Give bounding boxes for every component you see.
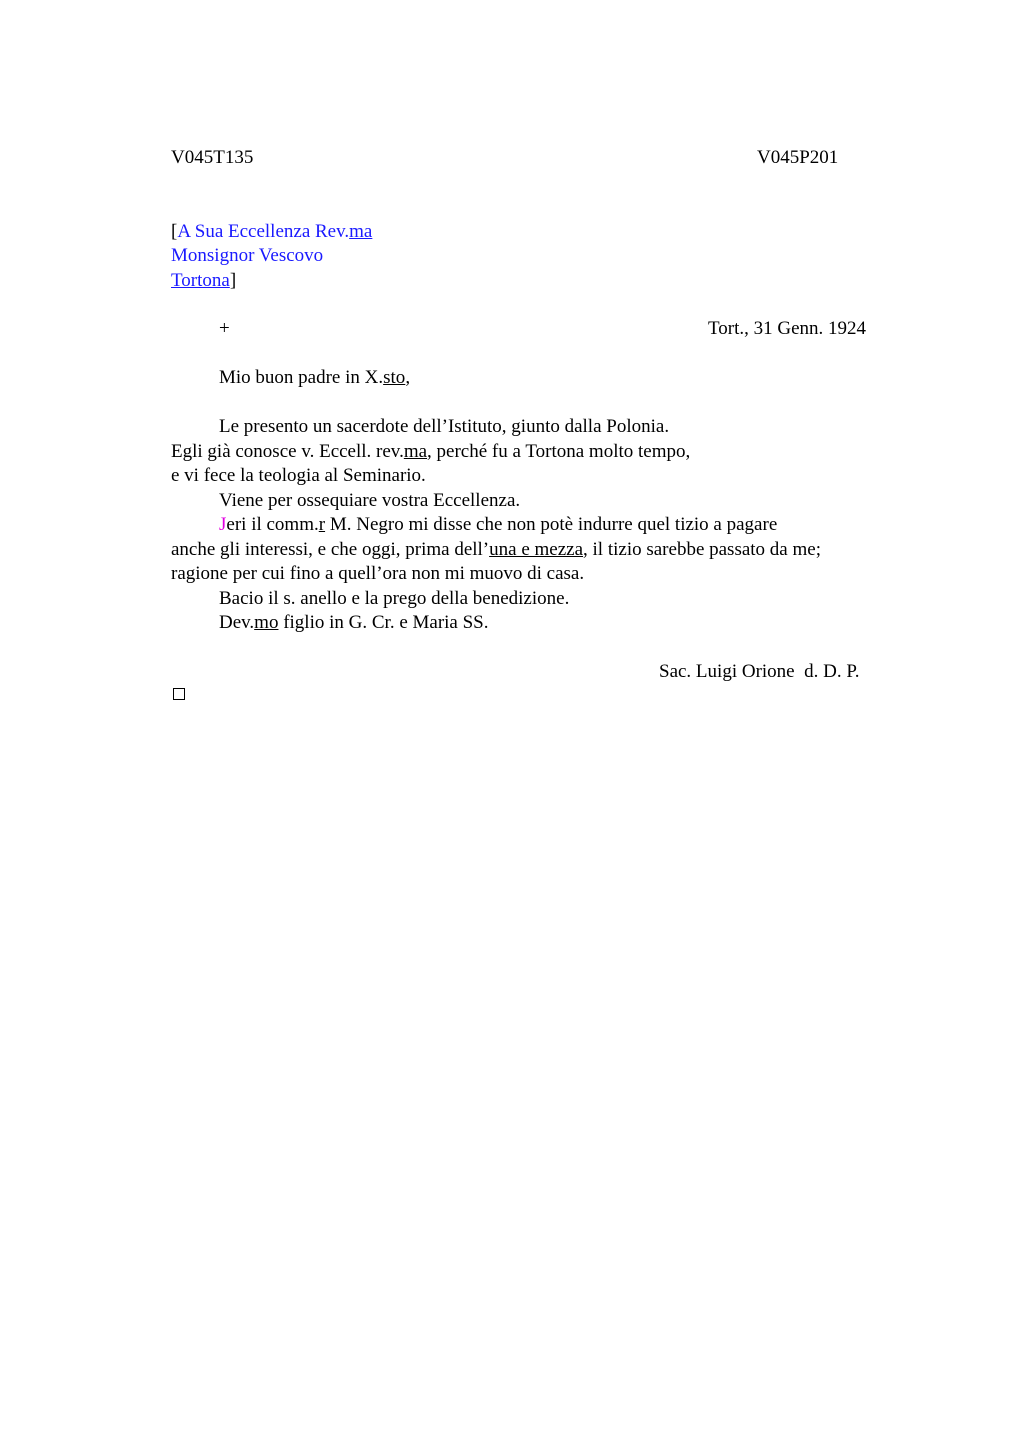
body-abbr: r [318, 514, 326, 535]
body-line: e vi fece la teologia al Seminario. [171, 465, 426, 486]
body-line [171, 538, 821, 562]
body-line: ragione per cui fino a quell’ora non mi muovo di casa. [171, 563, 585, 584]
letter-date: Tort., 31 Genn. 1924 [708, 318, 867, 339]
body-text: eri il comm. [226, 514, 319, 535]
address-line-2: Monsignor Vescovo [171, 245, 324, 266]
address-recipient-abbr: ma [349, 221, 373, 242]
address-recipient: A Sua Eccellenza Rev. [177, 221, 350, 242]
address-close-bracket: ] [229, 270, 237, 291]
address-city: Tortona [171, 270, 230, 291]
closing-text: figlio in G. Cr. e Maria SS. [278, 612, 489, 633]
body-text: Egli già conosce v. Eccell. rev. [171, 441, 404, 462]
address-line-3 [171, 269, 236, 293]
body-line [171, 440, 690, 464]
body-line: Le presento un sacerdote dell’Istituto, giunto dalla Polonia. [219, 416, 670, 437]
salutation-text: Mio buon padre in X. [219, 367, 384, 388]
body-text: anche gli interessi, e che oggi, prima dell’ [171, 539, 490, 560]
body-text: , perché fu a Tortona molto tempo, [427, 441, 691, 462]
closing-line [219, 611, 489, 635]
document-code-left: V045T135 [171, 147, 254, 168]
body-abbr: ma [403, 441, 428, 462]
address-line-1 [171, 220, 372, 244]
closing-abbr: mo [254, 612, 279, 633]
body-line: Viene per ossequiare vostra Eccellenza. [219, 490, 521, 511]
salutation-abbr: sto [383, 367, 406, 388]
body-underlined: una e mezza [489, 539, 584, 560]
salutation [219, 366, 410, 390]
body-initial: J [219, 514, 227, 535]
closing-text: Dev. [219, 612, 255, 633]
body-line [219, 513, 777, 537]
body-text: , il tizio sarebbe passato da me; [583, 539, 821, 560]
body-line: Bacio il s. anello e la prego della benedizione. [219, 588, 570, 609]
body-text: M. Negro mi disse che non potè indurre quel tizio a pagare [325, 514, 778, 535]
salutation-end: , [405, 367, 411, 388]
end-marker-box [173, 688, 185, 700]
document-code-right: V045P201 [757, 147, 839, 168]
signature: Sac. Luigi Orione d. D. P. [659, 661, 860, 682]
address-open-bracket: [ [171, 221, 178, 242]
cross-symbol: + [219, 318, 230, 339]
